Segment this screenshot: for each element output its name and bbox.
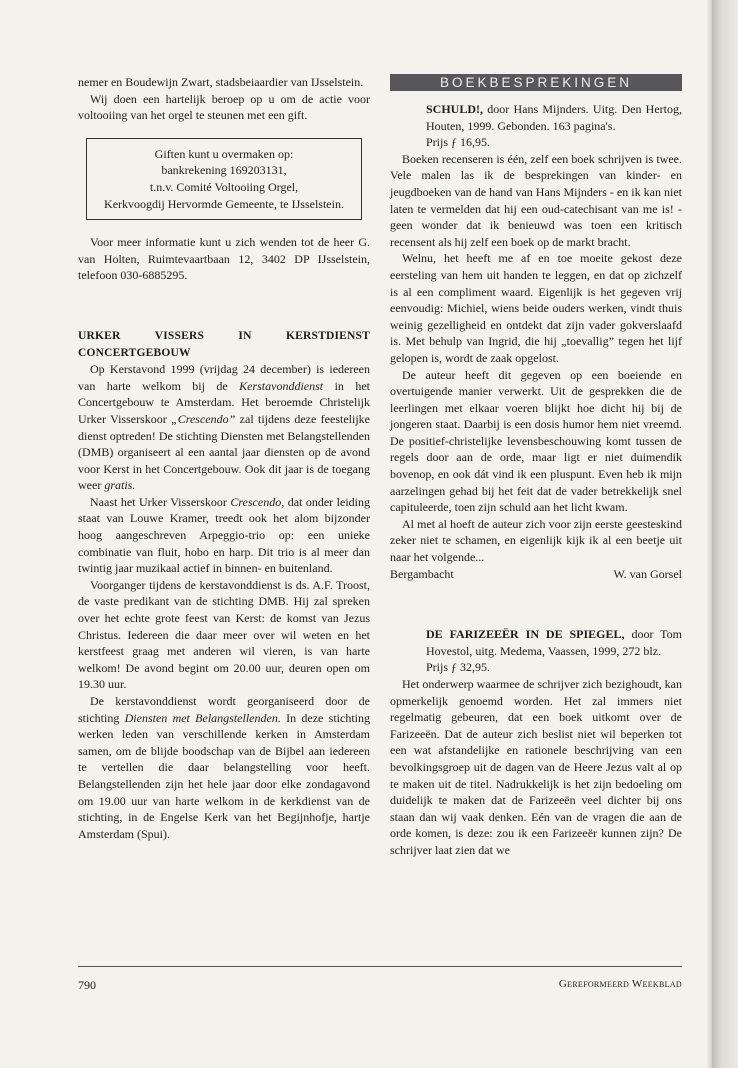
review-paragraph: Het onderwerp waarmee de schrijver zich bezighoudt, kan opmerkelijk genoemd worden. Het zal immers niet regelmatig gebeuren, dat een boek uitkomt over de Farizeeën. Dat de auteur zich beslist niet wil beperken tot een wat afstandelijke en rationele beschrijving van een bevolkingsgroep uit de dagen van de Heere Jezus valt al op te maken uit de titel. Nadrukkelijk is het zijn bedoeling om duidelijk te maken dat de Farizeeën veel dichter bij ons staan dan wij vaak denken. Eén van de vragen die aan de orde komen, is deze: zou ik een Farizeeër kunnen zijn? De schrijver laat zien dat we bbox=[390, 677, 682, 857]
page-number: 790 bbox=[78, 978, 96, 992]
review-paragraph: Welnu, het heeft me af en toe moeite gekost deze eersteling van hem uit handen te leggen, en dat op zichzelf is al een compliment waard. Eigenlijk is het gegeven vrij eenvoudig: Michiel, wiens beide ouders werken, vindt thuis weinig gezelligheid en ontdekt dat zijn vader gokverslaafd is. Met behulp van Ingrid, die hij „toevallig” tegen het lijf gelopen is, wordt de zaak opgelost. bbox=[390, 251, 682, 365]
review-header-schuld bbox=[390, 101, 682, 151]
right-column bbox=[390, 74, 682, 859]
reviewer-place: Bergambacht bbox=[390, 566, 454, 581]
review-paragraph: Boeken recenseren is één, zelf een boek schrijven is twee. Vele malen las ik de besprekingen van kinder- en jeugdboeken van de hand van Hans Mijnders - en ik kan niet laten te vermelden dat hij een oud-catechisant van me is! - geen wonder dat ik benieuwd was toen een kritisch recensent als hij zelf een boek op de markt bracht. bbox=[390, 151, 682, 249]
text-run: Op Kerstavond 1999 (vrijdag 24 december) is iedereen van harte welkom bij de bbox=[78, 362, 370, 393]
left-column bbox=[78, 74, 370, 842]
donation-box bbox=[86, 138, 362, 220]
section-spacer bbox=[390, 582, 682, 626]
paragraph-appeal: Wij doen een hartelijk beroep op u om de actie voor voltooiing van het orgel te steunen met een gift. bbox=[78, 91, 370, 123]
donation-line-4: Kerkvoogdij Hervormde Gemeente, te IJsselstein. bbox=[104, 196, 344, 211]
review-title: DE FARIZEEËR IN DE SPIEGEL, bbox=[426, 627, 625, 642]
article-heading: URKER VISSERS IN KERSTDIENST CONCERTGEBOUW bbox=[78, 329, 370, 359]
text-run: in het Concertgebouw te Amsterdam. Het beroemde Christelijk Urker Visserskoor bbox=[78, 378, 371, 426]
paragraph-contact-info: Voor meer informatie kunt u zich wenden tot de heer G. van Holten, Ruimtevaartbaan 12, 3402 DP IJsselstein, telefoon 030-6885295. bbox=[78, 235, 370, 283]
paragraph-continuation: nemer en Boudewijn Zwart, stadsbeiaardier van IJsselstein. bbox=[78, 75, 364, 89]
review-header-farizeeer bbox=[390, 626, 682, 676]
footer-divider bbox=[78, 966, 682, 967]
text-italic: Kerstavonddienst bbox=[239, 378, 324, 393]
review-paragraph: De auteur heeft dit gegeven op een boeiende en overtuigende manier verwerkt. Uit de gesprekken die de leerlingen met elkaar voeren blijkt hoe dicht hij bij de jongeren staat. Daarbij is een dosis humor hem niet vreemd. De positief-christelijke levensbeschouwing komt tussen de regels door aan de orde, maar ligt er niet duimendik bovenop, en ook dát vind ik een pluspunt. Even heb ik mijn aarzelingen gehad bij het feit dat de vader betrekkelijk snel capituleerde, toen zijn schuld aan het licht kwam. bbox=[390, 367, 682, 515]
donation-line-3: t.n.v. Comité Voltooiing Orgel, bbox=[149, 179, 299, 194]
text-italic: „Crescendo” bbox=[171, 411, 236, 426]
magazine-name: Gereformeerd Weekblad bbox=[558, 978, 682, 990]
paragraph-organisatie bbox=[78, 693, 370, 842]
review-paragraph: Al met al hoeft de auteur zich voor zijn eerste geesteskind zeker niet te schamen, en eigenlijk kijk ik al een beetje uit naar het volgende... bbox=[390, 516, 682, 565]
review-meta: door Hans Mijnders. Uitg. Den Hertog, Houten, 1999. Gebonden. 163 pagina's. bbox=[426, 102, 682, 133]
text-italic: Diensten met Belangstellenden. bbox=[124, 710, 281, 725]
text-italic: Crescendo, bbox=[230, 494, 285, 509]
text-run: Naast het Urker Visserskoor bbox=[90, 494, 231, 509]
review-price: Prijs ƒ 32,95. bbox=[426, 660, 491, 675]
reviewer-name: W. van Gorsel bbox=[613, 566, 682, 581]
text-run: dat onder leiding staat van Louwe Kramer, treedt ook het alom bijzonder hoog aangeschreven Arpeggio-trio op: een unieke combinatie van fluit, hobo en harp. Dit trio is al meer dan twintig jaar muzikaal actief in binnen- en buitenland. bbox=[78, 494, 371, 576]
donation-line-2: bankrekening 169203131, bbox=[161, 163, 287, 178]
text-italic: gratis. bbox=[104, 478, 136, 493]
paragraph-arpeggio bbox=[78, 494, 370, 577]
section-banner: BOEKBESPREKINGEN bbox=[390, 74, 682, 91]
review-price: Prijs ƒ 16,95. bbox=[426, 135, 491, 150]
review-title: SCHULD!, bbox=[426, 102, 484, 116]
text-run: In deze stichting werken leden van verschillende kerken in Amsterdam samen, om de blijde boodschap van de Bijbel aan iedereen te vertellen die daar belangstelling voor heeft. Belangstellenden zijn het hele jaar door elke zondagavond om 19.00 uur van harte welkom in de kerkdienst van de stichting, in de Engelse Kerk van het Begijnhofje, hartje Amsterdam (Spui). bbox=[78, 710, 370, 841]
paragraph-kerstavond bbox=[78, 361, 370, 494]
review-signature bbox=[390, 566, 682, 583]
paragraph-voorganger: Voorganger tijdens de kerstavonddienst is ds. A.F. Troost, de vaste predikant van de stichting DMB. Hij zal spreken over het echte grote feest van Kerst: de komst van Jezus Christus. Iedereen die daar meer over wil weten en het kerstfeest graag met anderen wil vieren, is van harte welkom! De avond begint om 20.00 uur, deuren open om 19.30 uur. bbox=[78, 577, 370, 692]
text-run: De kerstavonddienst wordt georganiseerd door de stichting bbox=[78, 694, 370, 725]
review-meta: door Tom Hovestol, uitg. Medema, Vaassen, 1999, 272 blz. bbox=[426, 627, 682, 658]
binding-spine bbox=[712, 0, 738, 1068]
donation-line-1: Giften kunt u overmaken op: bbox=[154, 146, 294, 161]
text-run: zal tijdens deze feestelijke dienst optreden! De stichting Diensten met Belangstellenden (DMB) organiseert al een aantal jaar diensten op de avond voor Kerst in het Concertgebouw. Ook dit jaar is de toegang weer bbox=[78, 411, 370, 493]
